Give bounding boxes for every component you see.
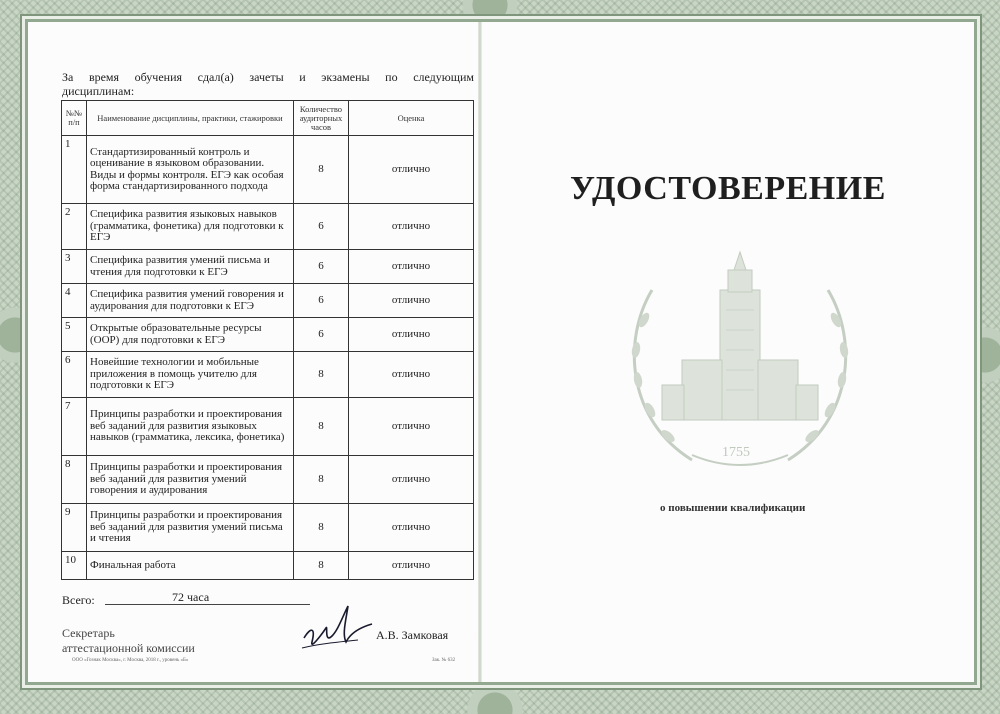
row-grade: отлично (349, 250, 474, 284)
row-discipline: Новейшие технологии и мобильные приложения в помощь учителю для подготовки к ЕГЭ (87, 352, 294, 398)
row-num: 4 (62, 284, 87, 318)
table-row (62, 250, 474, 284)
row-discipline: Финальная работа (87, 552, 294, 580)
header-hours: Количество аудиторных часов (294, 101, 349, 136)
row-hours: 8 (294, 352, 349, 398)
table-row (62, 456, 474, 504)
table-row (62, 552, 474, 580)
order-number: Зак. № 632 (432, 658, 456, 663)
document-subtitle: о повышении квалификации (660, 502, 806, 514)
row-grade: отлично (349, 318, 474, 352)
table-row (62, 204, 474, 250)
row-hours: 8 (294, 552, 349, 580)
row-grade: отлично (349, 504, 474, 552)
row-discipline: Стандартизированный контроль и оценивание в языковом образовании. Виды и формы контроля. ЕГЭ как особая форма стандартизированного подхода (87, 136, 294, 204)
signer-name: А.В. Замковая (376, 628, 449, 642)
row-grade: отлично (349, 284, 474, 318)
row-hours: 8 (294, 398, 349, 456)
secretary-caption (62, 626, 195, 656)
row-grade: отлично (349, 398, 474, 456)
secretary-line-1: Секретарь (62, 626, 115, 640)
header-grade: Оценка (349, 101, 474, 136)
row-hours: 8 (294, 136, 349, 204)
signature-image (298, 598, 378, 658)
row-hours: 8 (294, 504, 349, 552)
total-hours-value: 72 часа (172, 590, 210, 604)
table-row (62, 318, 474, 352)
table-header-row (62, 101, 474, 136)
table-row (62, 398, 474, 456)
header-name: Наименование дисциплины, практики, стажировки (87, 101, 294, 136)
row-hours: 8 (294, 456, 349, 504)
table-row (62, 504, 474, 552)
row-num: 9 (62, 504, 87, 552)
header-num: №№ п/п (62, 101, 87, 136)
page-fold (478, 22, 482, 682)
row-num: 6 (62, 352, 87, 398)
row-grade: отлично (349, 352, 474, 398)
row-num: 1 (62, 136, 87, 204)
intro-text-continued: дисциплинам: (62, 84, 135, 98)
row-discipline: Принципы разработки и проектирования веб заданий для развития языковых навыков (грамматика, лексика, фонетика) (87, 398, 294, 456)
total-label: Всего: (62, 593, 95, 607)
row-hours: 6 (294, 250, 349, 284)
row-hours: 6 (294, 284, 349, 318)
row-discipline: Принципы разработки и проектирования веб заданий для развития умений письма и чтения (87, 504, 294, 552)
table-row (62, 284, 474, 318)
printer-info: ООО «Гознак Москва», г. Москва, 2018 г., уровень «Б» (72, 658, 189, 663)
row-hours: 6 (294, 204, 349, 250)
row-num: 5 (62, 318, 87, 352)
row-discipline: Специфика развития умений говорения и аудирования для подготовки к ЕГЭ (87, 284, 294, 318)
row-num: 2 (62, 204, 87, 250)
disciplines-table (61, 100, 474, 580)
secretary-line-2: аттестационной комиссии (62, 641, 195, 655)
row-num: 10 (62, 552, 87, 580)
row-grade: отлично (349, 552, 474, 580)
row-discipline: Открытые образовательные ресурсы (ООР) для подготовки к ЕГЭ (87, 318, 294, 352)
table-row (62, 352, 474, 398)
row-grade: отлично (349, 456, 474, 504)
row-num: 3 (62, 250, 87, 284)
row-grade: отлично (349, 204, 474, 250)
row-hours: 6 (294, 318, 349, 352)
row-discipline: Принципы разработки и проектирования веб заданий для развития умений говорения и аудирования (87, 456, 294, 504)
university-emblem-icon (622, 250, 858, 480)
intro-text: За время обучения сдал(а) зачеты и экзамены по следующим (62, 70, 474, 84)
row-discipline: Специфика развития умений письма и чтения для подготовки к ЕГЭ (87, 250, 294, 284)
emblem-year: 1755 (722, 445, 750, 460)
row-grade: отлично (349, 136, 474, 204)
row-num: 7 (62, 398, 87, 456)
table-row (62, 136, 474, 204)
document-title: УДОСТОВЕРЕНИЕ (570, 170, 886, 207)
row-num: 8 (62, 456, 87, 504)
row-discipline: Специфика развития языковых навыков (грамматика, фонетика) для подготовки к ЕГЭ (87, 204, 294, 250)
